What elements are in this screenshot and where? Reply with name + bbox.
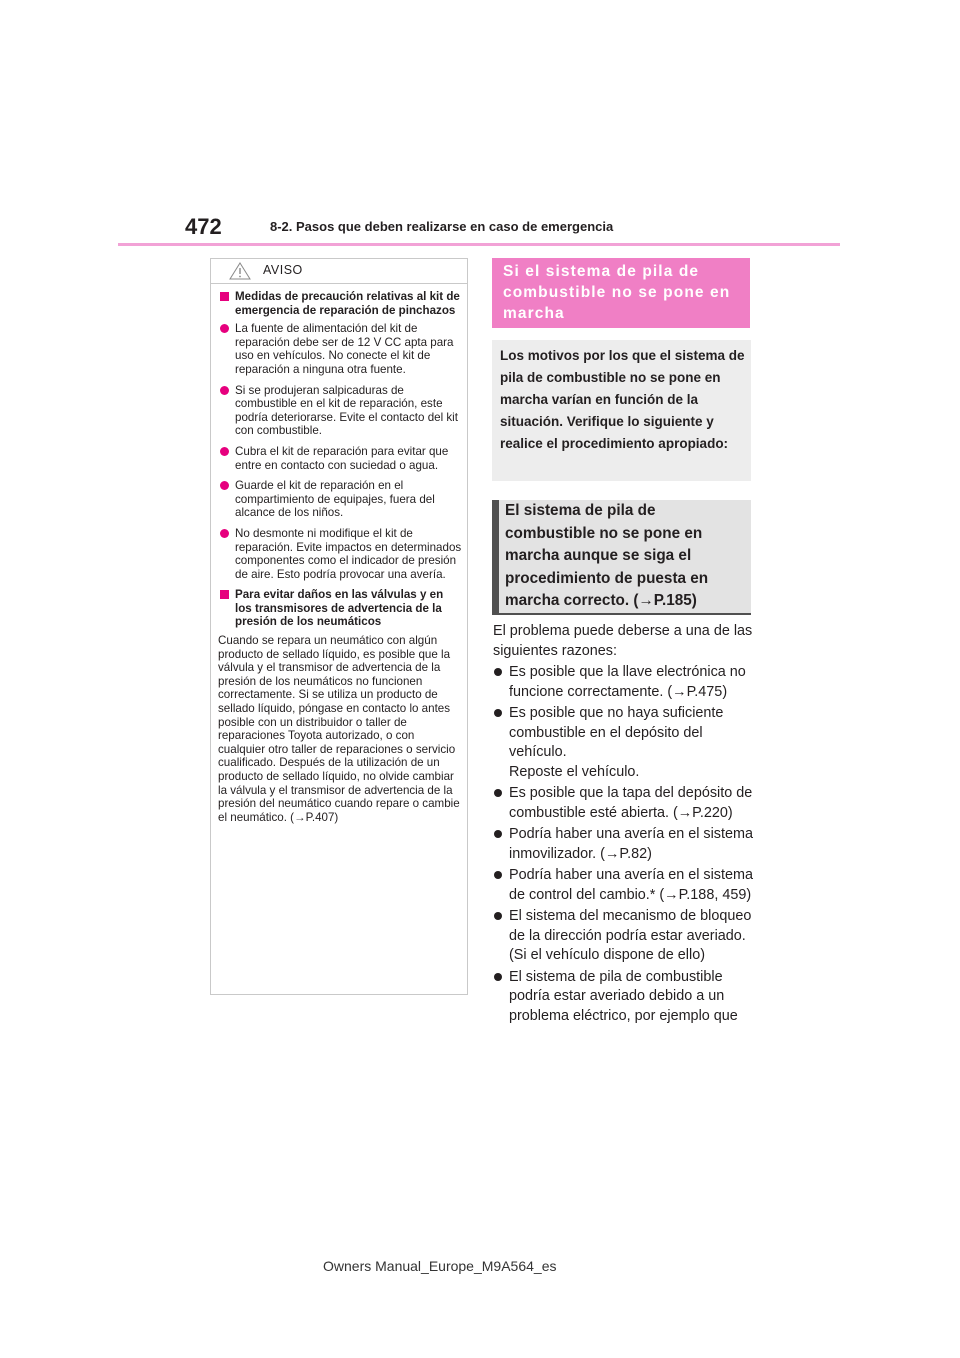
list-item-text: Es posible que la llave electrónica no funcione correctamente. (→P.475) [509, 664, 746, 700]
list-item-text: Podría haber una avería en el sistema inmovilizador. (→P.82) [509, 826, 753, 862]
warning-heading-text: Medidas de precaución relativas al kit de emergencia de reparación de pinchazos [235, 290, 460, 317]
square-bullet-icon [220, 292, 229, 301]
bullet-dot-icon [220, 386, 229, 395]
list-item-text: Es posible que la tapa del depósito de combustible esté abierta. (→P.220) [509, 785, 753, 821]
bullet-dot-icon [220, 481, 229, 490]
warning-content [218, 290, 463, 824]
section-heading: Si el sistema de pila de combustible no se pone en marcha [503, 263, 731, 322]
list-item-text: Es posible que no haya suficiente combustible en el depósito del vehículo. [509, 705, 724, 760]
list-item-extra: Reposte el vehículo. [509, 763, 640, 780]
warning-triangle-icon [229, 262, 251, 280]
bullet-dot-icon [494, 871, 502, 879]
warning-heading [218, 588, 463, 629]
square-bullet-icon [220, 590, 229, 599]
warning-bullet-text: No desmonte ni modifique el kit de reparación. Evite impactos en determinados componentes como el indicador de presión de aire. Esto podría provocar una avería. [235, 526, 462, 581]
bullet-dot-icon [494, 973, 502, 981]
list-item [493, 968, 755, 1027]
warning-bullet-text: Guarde el kit de reparación en el compartimiento de equipajes, fuera del alcance de los niños. [235, 479, 435, 520]
list-item [493, 784, 755, 823]
bullet-dot-icon [220, 529, 229, 538]
body-text [493, 622, 755, 1028]
list-item [493, 907, 755, 966]
warning-header [211, 259, 467, 283]
intro-text: Los motivos por los que el sistema de pila de combustible no se pone en marcha varían en función de la situación. Verifique lo siguiente y realice el procedimiento apropiado: [500, 348, 745, 451]
body-intro: El problema puede deberse a una de las siguientes razones: [493, 623, 753, 659]
list-item [493, 825, 755, 864]
condition-box [492, 500, 751, 615]
list-item-text: Podría haber una avería en el sistema de control del cambio.* (→P.188, 459) [509, 867, 753, 903]
warning-heading [218, 290, 463, 317]
warning-bullet [218, 445, 463, 472]
section-heading-box [492, 258, 750, 328]
bullet-dot-icon [494, 668, 502, 676]
bullet-dot-icon [494, 912, 502, 920]
warning-bullet-text: Cubra el kit de reparación para evitar que entre en contacto con suciedad o agua. [235, 444, 449, 472]
section-title: 8-2. Pasos que deben realizarse en caso de emergencia [270, 219, 614, 234]
condition-text: El sistema de pila de combustible no se pone en marcha aunque se siga el procedimiento de puesta en marcha correcto. (→P.185) [505, 502, 709, 610]
warning-bullet-text: Si se produjeran salpicaduras de combustible en el kit de reparación, este podría deteriorarse. Evite el contacto del kit con combustible. [235, 383, 458, 438]
warning-box [210, 258, 468, 995]
list-item-text: El sistema del mecanismo de bloqueo de la dirección podría estar averiado. (Si el vehículo dispone de ello) [509, 908, 752, 963]
warning-paragraph: Cuando se repara un neumático con algún producto de sellado líquido, es posible que la válvula y el transmisor de advertencia de la presión de los neumáticos no funcionen correctamente. Si se utiliza un producto de sellado líquido, póngase en contacto lo antes posible con un distribuidor o taller de reparaciones Toyota autorizado, o con cualquier otro taller de reparaciones o servicio cualificado. Después de la utilización de un producto de sellado líquido, no olvide cambiar la válvula y el transmisor de advertencia de la presión del neumático cuando repare o cambie el neumático. (→P.407) [218, 634, 460, 824]
warning-divider [211, 283, 467, 284]
warning-heading-text: Para evitar daños en las válvulas y en los transmisores de advertencia de la presión de los neumáticos [235, 588, 444, 629]
bullet-dot-icon [494, 830, 502, 838]
footer-text: Owners Manual_Europe_M9A564_es [323, 1258, 557, 1274]
warning-bullet-text: La fuente de alimentación del kit de reparación debe ser de 12 V CC apta para uso en vehículos. No conecte el kit de reparación a ninguna otra fuente. [235, 322, 454, 376]
warning-title: AVISO [263, 263, 303, 277]
page-number: 472 [185, 214, 222, 239]
list-item [493, 866, 755, 905]
bullet-dot-icon [494, 789, 502, 797]
condition-accent-bar [492, 500, 499, 613]
bullet-dot-icon [220, 324, 229, 333]
list-item [493, 704, 755, 782]
intro-box [492, 340, 751, 481]
warning-bullet [218, 384, 463, 438]
bullet-dot-icon [494, 709, 502, 717]
bullet-dot-icon [220, 447, 229, 456]
warning-bullet [218, 479, 463, 520]
header-divider [118, 243, 840, 246]
list-item [493, 663, 755, 702]
warning-bullet [218, 527, 463, 581]
warning-bullet [218, 322, 463, 376]
list-item-text: El sistema de pila de combustible podría estar averiado debido a un problema eléctrico, por ejemplo que [509, 968, 738, 1024]
